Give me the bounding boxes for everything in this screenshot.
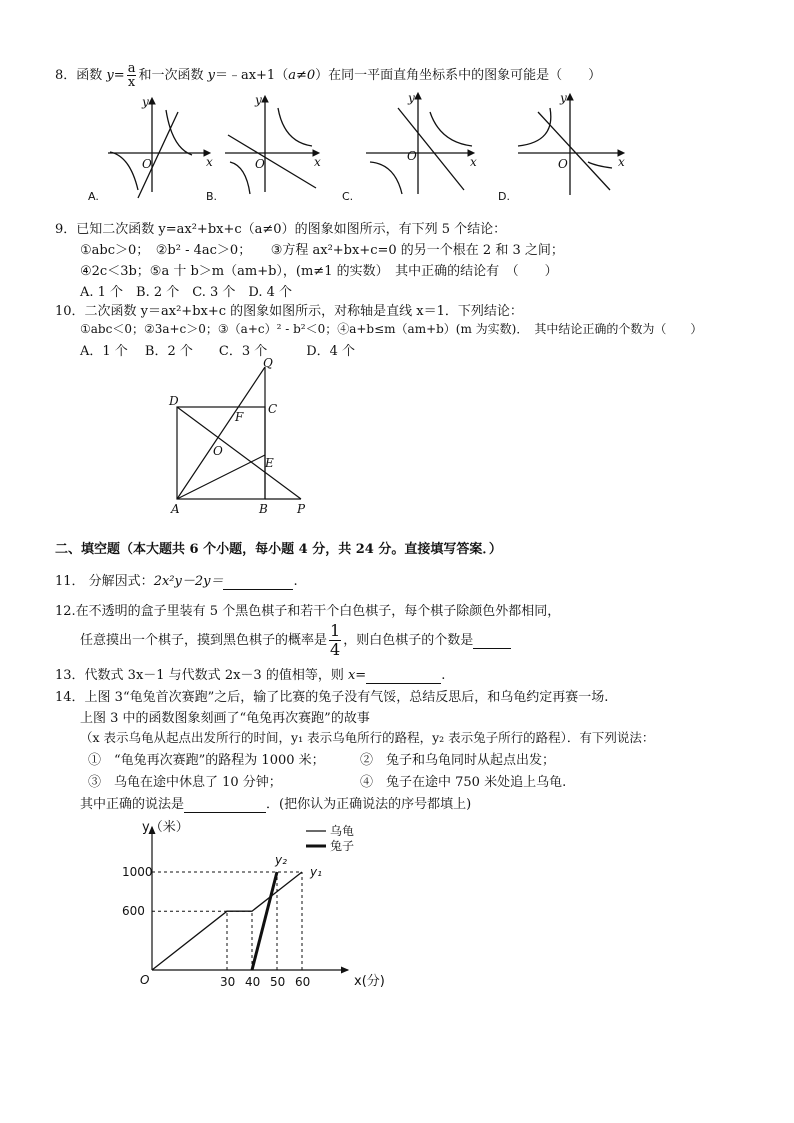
q8-a-origin: O — [142, 157, 152, 171]
q8-c-y-label: y — [408, 91, 415, 105]
q8-d-y-label: y — [560, 91, 567, 105]
q11-blank — [223, 574, 293, 590]
q8-c-origin: O — [407, 149, 417, 163]
legend-rabbit: 兔子 — [330, 839, 355, 853]
legend-turtle: 乌龟 — [330, 824, 355, 838]
y-axis-label: y（米） — [142, 820, 189, 835]
q13-blank — [366, 668, 441, 684]
q14-item2: ② 兔子和乌龟同时从起点出发； — [360, 753, 556, 768]
q14-line5: 其中正确的说法是 ．(把你认为正确说法的序号都填上) — [80, 797, 472, 812]
series-y2 — [252, 872, 277, 970]
q10-options: A．1 个 B．2 个 C．3 个 D．4 个 — [80, 344, 356, 359]
label-c: C — [268, 402, 278, 416]
q8-option-d: D. — [498, 190, 510, 203]
x-tick-60: 60 — [295, 975, 311, 989]
y-tick-600: 600 — [122, 904, 145, 919]
q14-line3: （x 表示乌龟从起点出发所行的时间，y₁ 表示乌龟所行的路程，y₂ 表示兔子所行的路程）．有下列说法： — [80, 730, 655, 745]
q11-stem: 11． 分解因式：2x²y－2y＝ . — [55, 574, 298, 589]
q8-option-graphs — [80, 90, 640, 205]
q8-option-c: C. — [342, 190, 354, 203]
q9-options: A. 1 个 B. 2 个 C. 3 个 D. 4 个 — [80, 285, 293, 300]
q8-d-origin: O — [558, 157, 568, 171]
section2-heading: 二、填空题（本大题共 6 个小题，每小题 4 分，共 24 分。直接填写答案．） — [55, 542, 502, 557]
q10-stem: 10．二次函数 y＝ax²+bx+c 的图象如图所示，对称轴是直线 x＝1．下列结论： — [55, 304, 523, 319]
x-tick-30: 30 — [220, 975, 236, 989]
square-figure — [165, 355, 325, 520]
q8-stem: 8．函数 y= $\frac{a}{x}$ 和一次函数 y＝﹣ax+1（a≠0）在同一平面直角坐标系中的图象可能是（ ） — [55, 61, 602, 90]
x-tick-40: 40 — [245, 975, 261, 989]
q9-line2: ①abc＞0； ②b² - 4ac＞0； ③方程 ax²+bx+c=0 的另一个根在 2 和 3 之间； — [80, 243, 564, 258]
q8-a-x-label: x — [206, 155, 213, 169]
q10-line2: ①abc＜0；②3a+c＞0；③（a+c）² - b²＜0；④a+b≤m（am+b）(m 为实数)． 其中结论正确的个数为（ ） — [80, 322, 703, 336]
label-o: O — [213, 444, 223, 458]
q14-item4: ④ 兔子在途中 750 米处追上乌龟. — [360, 775, 567, 790]
q8-option-a: A. — [88, 190, 99, 203]
y-tick-1000: 1000 — [122, 865, 153, 879]
q8-option-b: B. — [206, 190, 218, 203]
x-axis-label: x(分) — [354, 974, 385, 989]
q14-item1: ① “龟兔再次赛跑”的路程为 1000 米； — [88, 753, 325, 768]
q14-line1: 14．上图 3“龟兔首次赛跑”之后，输了比赛的兔子没有气馁，总结反思后，和乌龟约定再赛一场. — [55, 690, 609, 705]
origin-label: O — [140, 973, 150, 987]
series-label-y1: y₁ — [310, 865, 322, 879]
q8-d-x-label: x — [618, 155, 625, 169]
label-p: P — [297, 502, 306, 516]
q12-blank — [473, 633, 511, 649]
label-d: D — [169, 394, 179, 408]
q12-fraction: $\frac{1}{4}$ — [330, 621, 341, 659]
label-f: F — [235, 410, 244, 424]
q8-b-x-label: x — [314, 155, 321, 169]
q12-line2: 任意摸出一个棋子，摸到黑色棋子的概率是 $\frac{1}{4}$ ，则白色棋子的个数是 — [80, 622, 511, 659]
label-a: A — [171, 502, 180, 516]
q8-b-origin: O — [255, 157, 265, 171]
q13-stem: 13．代数式 3x－1 与代数式 2x－3 的值相等，则 x= . — [55, 668, 446, 683]
x-tick-50: 50 — [270, 975, 286, 989]
label-e: E — [265, 456, 274, 470]
q14-line2: 上图 3 中的函数图象刻画了“龟兔再次赛跑”的故事 — [80, 711, 370, 726]
q12-line1: 12.在不透明的盒子里装有 5 个黑色棋子和若干个白色棋子，每个棋子除颜色外都相同， — [55, 604, 561, 619]
q8-b-y-label: y — [255, 93, 262, 107]
q8-c-x-label: x — [470, 155, 477, 169]
q8-a-y-label: y — [142, 95, 149, 109]
q8-fraction: $\frac{a}{x}$ — [127, 61, 136, 90]
label-q: Q — [263, 356, 273, 370]
q9-stem: 9．已知二次函数 y=ax²+bx+c（a≠0）的图象如图所示，有下列 5 个结论： — [55, 222, 507, 237]
label-b: B — [259, 502, 268, 516]
q9-line3: ④2c＜3b；⑤a 十 b＞m（am+b），(m≠1 的实数） 其中正确的结论有 （ ） — [80, 264, 558, 279]
race-chart — [120, 815, 400, 1000]
q14-item3: ③ 乌龟在途中休息了 10 分钟； — [88, 775, 282, 790]
q14-blank — [184, 797, 266, 813]
series-label-y2: y₂ — [275, 853, 287, 867]
